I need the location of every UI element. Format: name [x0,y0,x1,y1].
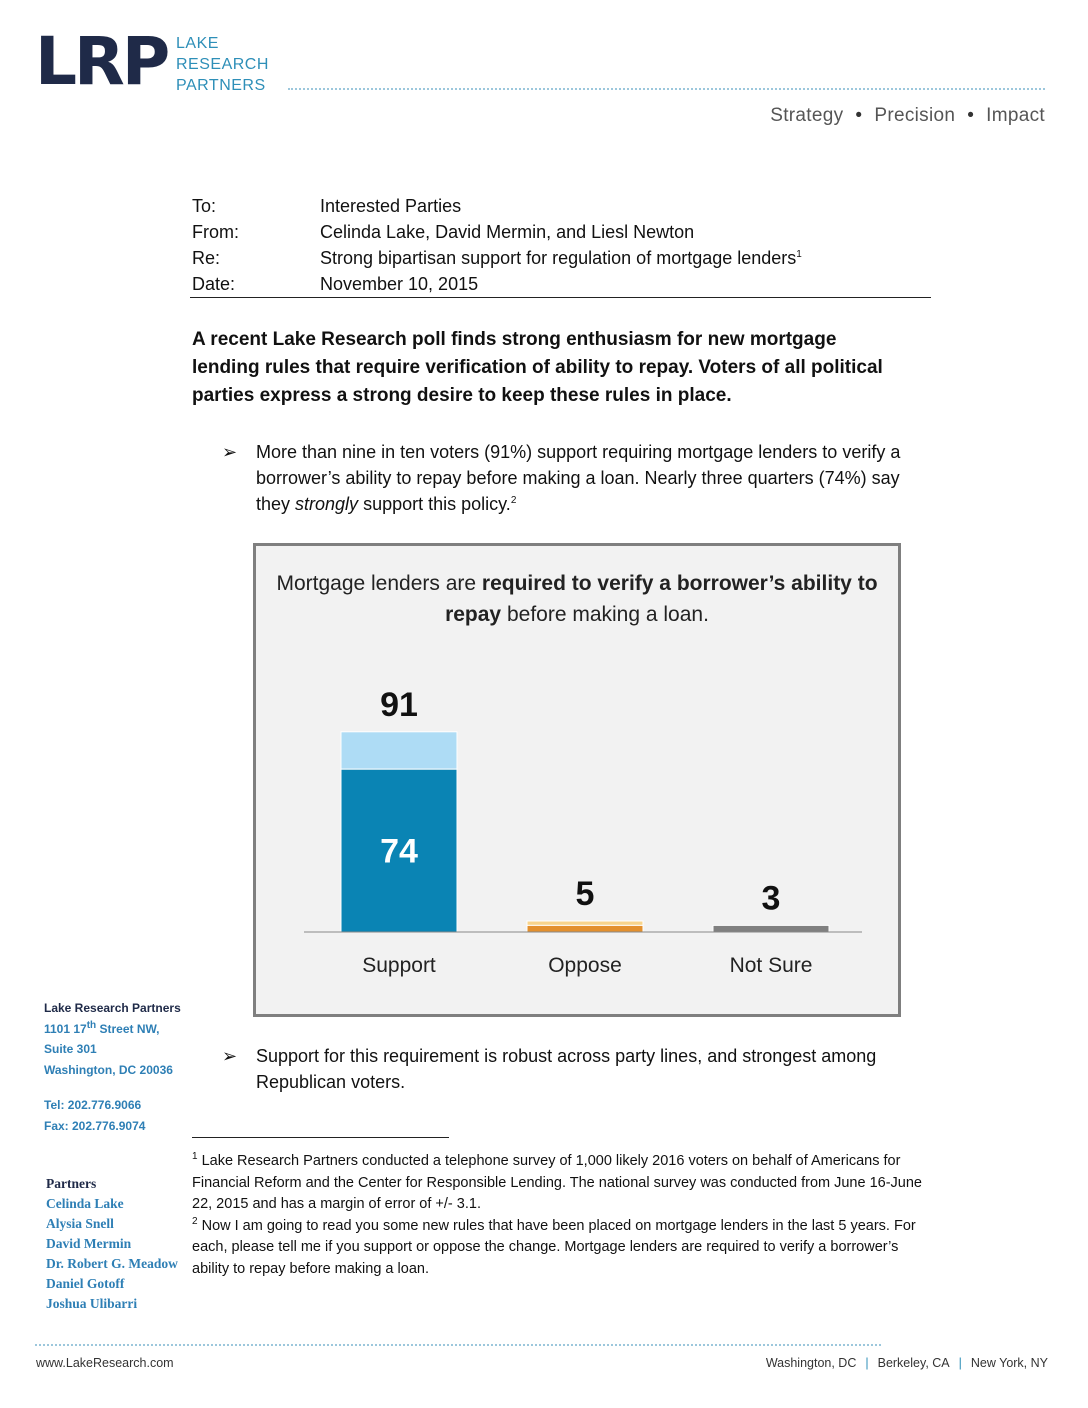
lead-paragraph: A recent Lake Research poll finds strong enthusiasm for new mortgage lending rules that require verification of ability to repay. Voters of all political parties express a strong desire to keep these rules in place. [192,329,883,406]
bullet-text: Support for this requirement is robust across party lines, and strongest among Republican voters. [256,1046,877,1092]
tagline-item: Impact [986,105,1045,126]
office-location: New York, NY [970,1356,1048,1370]
memo-row-to [192,193,930,219]
partner-name: Daniel Gotoff [46,1276,125,1291]
footnote-divider [192,1137,449,1138]
address-line: Washington, DC 20036 [44,1062,173,1077]
bar-total-oppose [527,921,643,925]
footnote-number: 1 [192,1151,198,1163]
arrow-bullet-icon: ➢ [222,442,238,462]
memo-label: From: [192,222,239,242]
footnote-ref: 2 [510,495,517,506]
footnote-1 [192,1151,932,1216]
emphasis-text: strongly [295,494,359,514]
spacer [44,1080,181,1095]
partner-name: Alysia Snell [46,1216,114,1231]
office-location: Washington, DC [765,1356,857,1370]
bar-total-support [341,732,457,769]
partners-heading: Partners [46,1176,97,1191]
separator: | [958,1356,962,1370]
chart-panel [253,543,901,1017]
footnotes [192,1151,932,1280]
memo-label: Re: [192,248,221,268]
address-line [44,1019,181,1040]
tagline [770,105,1045,127]
memo-row-date [192,271,930,297]
footnote-text: Lake Research Partners conducted a telephone survey of 1,000 likely 2016 voters on behalf of Americans for Financial Reform and the Center for Responsible Lending. The national survey was conducted from June 16-June 22, 2015 and has a margin of error of +/- 3.1. [192,1153,922,1212]
category-label: Support [362,954,436,977]
footnote-ref: 1 [796,249,802,260]
memo-re-text: Strong bipartisan support for regulation of mortgage lenders [320,248,797,268]
category-label: Oppose [548,954,622,977]
address-text: Street NW, [96,1021,160,1036]
arrow-bullet-icon: ➢ [222,1046,238,1066]
bullet-item [222,1043,912,1095]
tel-line: Tel: 202.776.9066 [44,1098,142,1112]
category-label: Not Sure [729,954,813,977]
footer-divider [35,1344,881,1346]
fax-line: Fax: 202.776.9074 [44,1118,146,1133]
partners-list [46,1174,178,1314]
tagline-item: Precision [874,105,956,126]
partner-name: David Mermin [46,1236,132,1251]
partner-name: Joshua Ulibarri [46,1296,138,1311]
bullet-text [256,439,912,517]
org-name: Lake Research Partners [44,1001,181,1015]
data-label: 5 [575,875,595,913]
footer-website[interactable]: www.LakeResearch.com [36,1356,174,1370]
memo-row-from [192,219,930,245]
memo-header [192,193,930,297]
footer-offices [766,1356,1048,1370]
bar-strong-not-sure [713,925,829,932]
partner-name: Dr. Robert G. Meadow [46,1256,178,1271]
chart-title-part: before making a loan. [501,603,709,626]
separator: | [865,1356,869,1370]
header-divider [288,88,1045,90]
footnote-2 [192,1216,932,1281]
logo-word: PARTNERS [176,77,266,94]
strong-data-label: 74 [380,832,418,871]
bullet-dot-icon: • [967,105,975,126]
sidebar-address [44,998,181,1136]
logo-word: RESEARCH [176,56,269,73]
ordinal-suffix: th [86,1019,97,1031]
memo-from: Celinda Lake, David Mermin, and Liesl Newton [320,222,695,242]
memo-label: Date: [192,274,236,294]
memo-row-re [192,245,930,271]
memo-to: Interested Parties [320,196,462,216]
office-location: Berkeley, CA [877,1356,950,1370]
bullet-text-part: More than nine in ten voters (91%) support requiring mortgage lenders to verify a borrower’s ability to repay before making a loan. Nearly three quarters (74%) say they [256,442,901,514]
address-line: Suite 301 [44,1042,97,1056]
memo-label: To: [192,196,217,216]
logo-word: LAKE [176,35,219,52]
chart-title-bold: required to verify a borrower’s ability to repay [445,572,878,626]
tagline-item: Strategy [770,105,844,126]
memo-divider [190,297,931,298]
memo-re [320,245,802,271]
logo-mark: LRP [35,23,168,100]
bar-chart [256,546,898,1014]
bullet-text-part: support this policy. [358,494,511,514]
footnote-text: Now I am going to read you some new rules that have been placed on mortgage lenders in the last 5 years. For each, please tell me if you support or oppose the change. Mortgage lenders are required to verify a borrower’s ability to repay before making a loan. [192,1217,916,1277]
footnote-number: 2 [192,1215,198,1227]
data-label: 91 [380,685,418,724]
address-text: 1101 17 [44,1021,87,1036]
logo-wordmark [176,33,269,96]
bar-strong-oppose [527,925,643,932]
memo-date: November 10, 2015 [320,274,479,294]
bullet-dot-icon: • [855,105,863,126]
data-label: 3 [761,879,781,918]
chart-title-part: Mortgage lenders are [276,572,482,595]
bullet-item [222,439,912,517]
partner-name: Celinda Lake [46,1196,124,1211]
